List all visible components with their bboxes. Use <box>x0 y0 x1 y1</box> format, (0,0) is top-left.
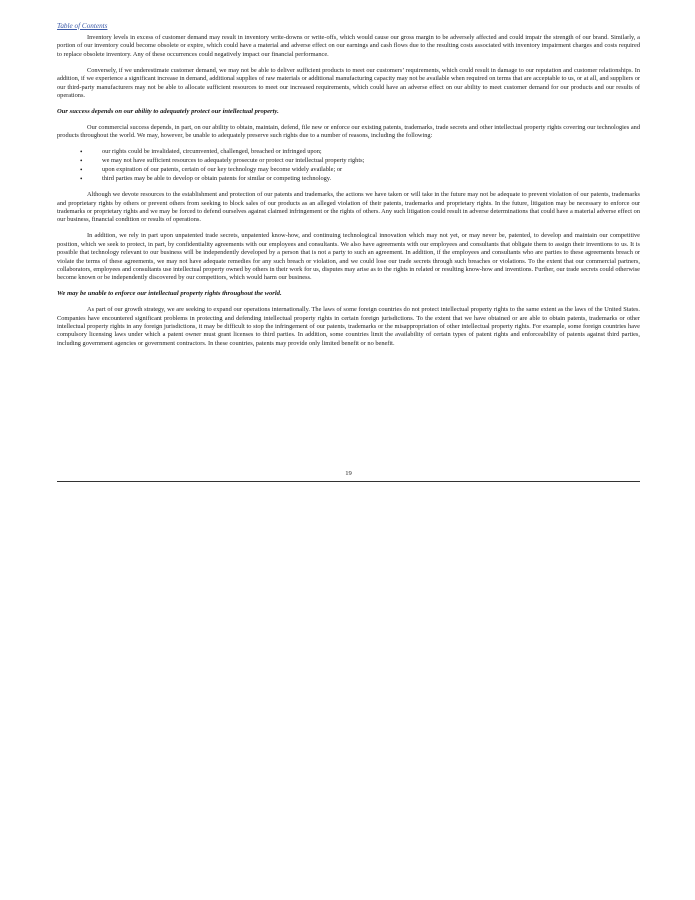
footer-divider <box>57 481 640 482</box>
page-number: 19 <box>345 470 352 477</box>
list-item: • upon expiration of our patents, certain of our key technology may become widely available; or <box>57 166 640 175</box>
paragraph-growth-strategy: As part of our growth strategy, we are seeking to expand our operations internationally. The laws of some foreign countries do not protect intellectual property rights to the same extent as the laws of the United States. Companies have encountered significant problems in protecting and defending intellectual property rights in certain foreign jurisdictions. To the extent that we have obtained or are able to obtain patents, trademarks or other intellectual property rights in any foreign jurisdictions, it may be difficult to stop the infringement of our patents, trademarks or the misappropriation of other intellectual property rights. For example, some foreign countries have compulsory licensing laws under which a patent owner must grant licenses to third parties. In addition, some countries limit the availability of certain types of patent rights and enforceability of patents against third parties, including government agencies or government contractors. In these countries, patents may provide only limited benefit or no benefit. <box>57 306 640 347</box>
list-item: • third parties may be able to develop or obtain patents for similar or competing technology. <box>57 175 640 184</box>
document-page <box>57 22 640 356</box>
page-footer <box>57 470 640 482</box>
list-item: • our rights could be invalidated, circumvented, challenged, breached or infringed upon; <box>57 148 640 157</box>
bullet-list <box>57 148 640 184</box>
paragraph-underestimate-demand: Conversely, if we underestimate customer demand, we may not be able to deliver sufficient products to meet our customers’ requirements, which could result in damage to our reputation and customer relationships. In addition, if we experience a significant increase in demand, additional supplies of raw materials or additional manufacturing capacity may not be available when required on terms that are acceptable to us, or at all, and suppliers or our third-party manufacturers may not be able to allocate sufficient resources to meet our increased requirements, which could have an adverse effect on our ability to meet customer demand for our products and our results of operations. <box>57 66 640 99</box>
paragraph-commercial-success: Our commercial success depends, in part, on our ability to obtain, maintain, defend, file new or enforce our existing patents, trademarks, trade secrets and other intellectual property rights covering our technologies and products throughout the world. We may, however, be unable to adequately preserve such rights due to a number of reasons, including the following: <box>57 123 640 140</box>
paragraph-trade-secrets: In addition, we rely in part upon unpatented trade secrets, unpatented know-how, and continuing technological innovation which may not yet, or may never be, patented, to develop and maintain our competitive position, which we seek to protect, in part, by confidentiality agreements with our employees and consultants. We also have agreements with our employees and consultants that obligate them to assign their inventions to us. It is possible that technology relevant to our business will be independently developed by a person that is not a party to such an agreement. In addition, if the employees and consultants who are parties to these agreements breach or violate the terms of these agreements, we may not have adequate remedies for any such breach or violation, and we could lose our trade secrets through such breaches or violations. To the extent that our commercial partners, collaborators, employees and consultants use intellectual property owned by others in their work for us, disputes may arise as to the rights in related or resulting know-how and inventions. Further, our trade secrets could otherwise become known or be independently discovered by our competitors, which would harm our business. <box>57 232 640 282</box>
heading-ip-protection: Our success depends on our ability to adequately protect our intellectual property. <box>57 107 279 115</box>
heading-international-enforcement: We may be unable to enforce our intellectual property rights throughout the world. <box>57 290 282 298</box>
table-of-contents-link[interactable]: Table of Contents <box>57 22 108 30</box>
list-item: • we may not have sufficient resources to adequately prosecute or protect our intellectual property rights; <box>57 157 640 166</box>
paragraph-inventory-excess: Inventory levels in excess of customer demand may result in inventory write-downs or write-offs, which would cause our gross margin to be adversely affected and could impair the strength of our brand. Similarly, a portion of our inventory could become obsolete or expire, which could have a material and adverse effect on our earnings and cash flows due to the resulting costs associated with inventory impairment charges and costs required to replace obsolete inventory. Any of these occurrences could negatively impact our financial performance. <box>57 34 640 58</box>
paragraph-patent-resources: Although we devote resources to the establishment and protection of our patents and trademarks, the actions we have taken or will take in the future may not be adequate to prevent violation of our patents, trademarks and proprietary rights by others or prevent others from seeking to block sales of our products as an alleged violation of their patents, trademarks and proprietary rights. In the future, litigation may be necessary to enforce our trademarks or proprietary rights and we may be forced to defend ourselves against claimed infringement or the rights of others. Any such litigation could result in adverse determinations that could have a material adverse effect on our business, financial condition or results of operations. <box>57 191 640 224</box>
